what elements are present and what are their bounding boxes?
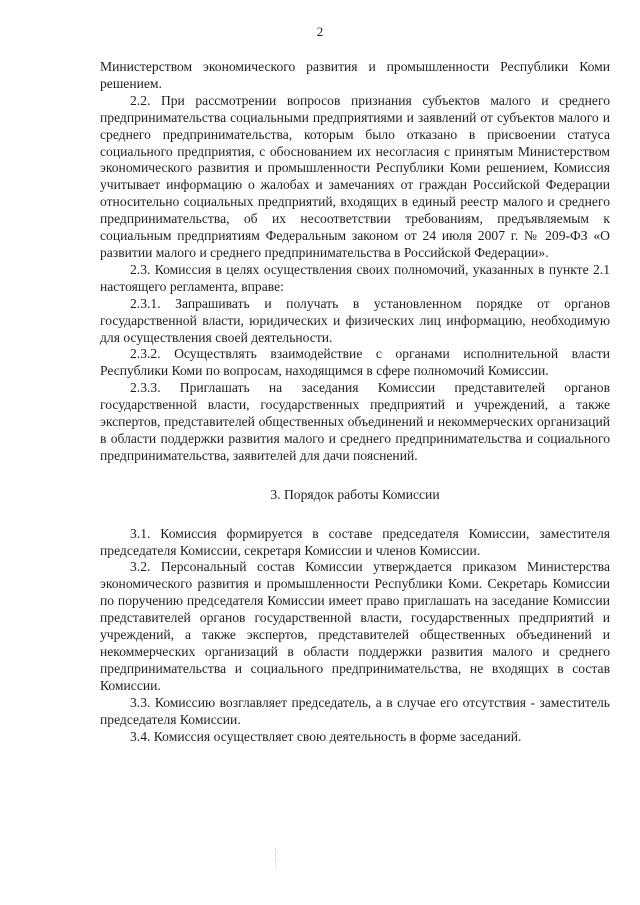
paragraph-3-1: 3.1. Комиссия формируется в составе председателя Комиссии, заместителя председателя Комиссии, секретаря Комиссии и членов Комиссии.: [100, 525, 610, 558]
paragraph-2-3-2: 2.3.2. Осуществлять взаимодействие с органами исполнительной власти Республики Коми по вопросам, находящимся в сфере полномочий Комиссии.: [100, 346, 610, 379]
paragraph-3-2: 3.2. Персональный состав Комиссии утверждается приказом Министерства экономического развития и промышленности Республики Коми. Секретарь Комиссии по поручению председателя Комиссии имеет право приглашать на заседание Комиссии представителей органов государственной власти, государственных предприятий и учреждений, а также экспертов, представителей общественных объединений и некоммерческих организаций в области поддержки развития малого и среднего предпринимательства и социального предпринимательства, не входящих в состав Комиссии.: [100, 559, 610, 693]
scan-artifact: [275, 848, 280, 868]
section-heading: 3. Порядок работы Комиссии: [270, 486, 440, 502]
paragraph-2-3-3: 2.3.3. Приглашать на заседания Комиссии представителей органов государственной власти, государственных предприятий и учреждений, а также экспертов, представителей общественных объединений и некоммерческих организаций в области поддержки развития малого и среднего предпринимательства и социального предпринимательства, заявителей для дачи пояснений.: [100, 380, 610, 463]
paragraph-3-3: 3.3. Комиссию возглавляет председатель, а в случае его отсутствия - заместитель председателя Комиссии.: [100, 694, 610, 727]
paragraph-2-3-1: 2.3.1. Запрашивать и получать в установленном порядке от органов государственной власти, юридических и физических лиц информацию, необходимую для осуществления своей деятельности.: [100, 295, 610, 345]
paragraph-2-2: 2.2. При рассмотрении вопросов признания субъектов малого и среднего предпринимательства социальными предприятиями и заявлений от субъектов малого и среднего предпринимательства, которым было отказано в присвоении статуса социального предприятия, с обоснованием их несогласия с принятым Министерством экономического развития и промышленности Республики Коми решением, Комиссия учитывает информацию о жалобах и замечаниях от граждан Российской Федерации относительно социальных предприятий, входящих в единый реестр малого и среднего предпринимательства, об их несоответствии требованиям, предъявляемым к социальным предприятиям Федеральным законом от 24 июля 2007 г. № 209-ФЗ «О развитии малого и среднего предпринимательства в Российской Федерации».: [100, 92, 610, 260]
document-body: [100, 59, 610, 745]
paragraph-continuation: Министерством экономического развития и промышленности Республики Коми решением.: [100, 59, 610, 91]
paragraph-3-4: 3.4. Комиссия осуществляет свою деятельность в форме заседаний.: [130, 728, 522, 744]
paragraph-2-3: 2.3. Комиссия в целях осуществления своих полномочий, указанных в пункте 2.1 настоящего регламента, вправе:: [100, 261, 610, 294]
page-number: 2: [316, 24, 324, 39]
